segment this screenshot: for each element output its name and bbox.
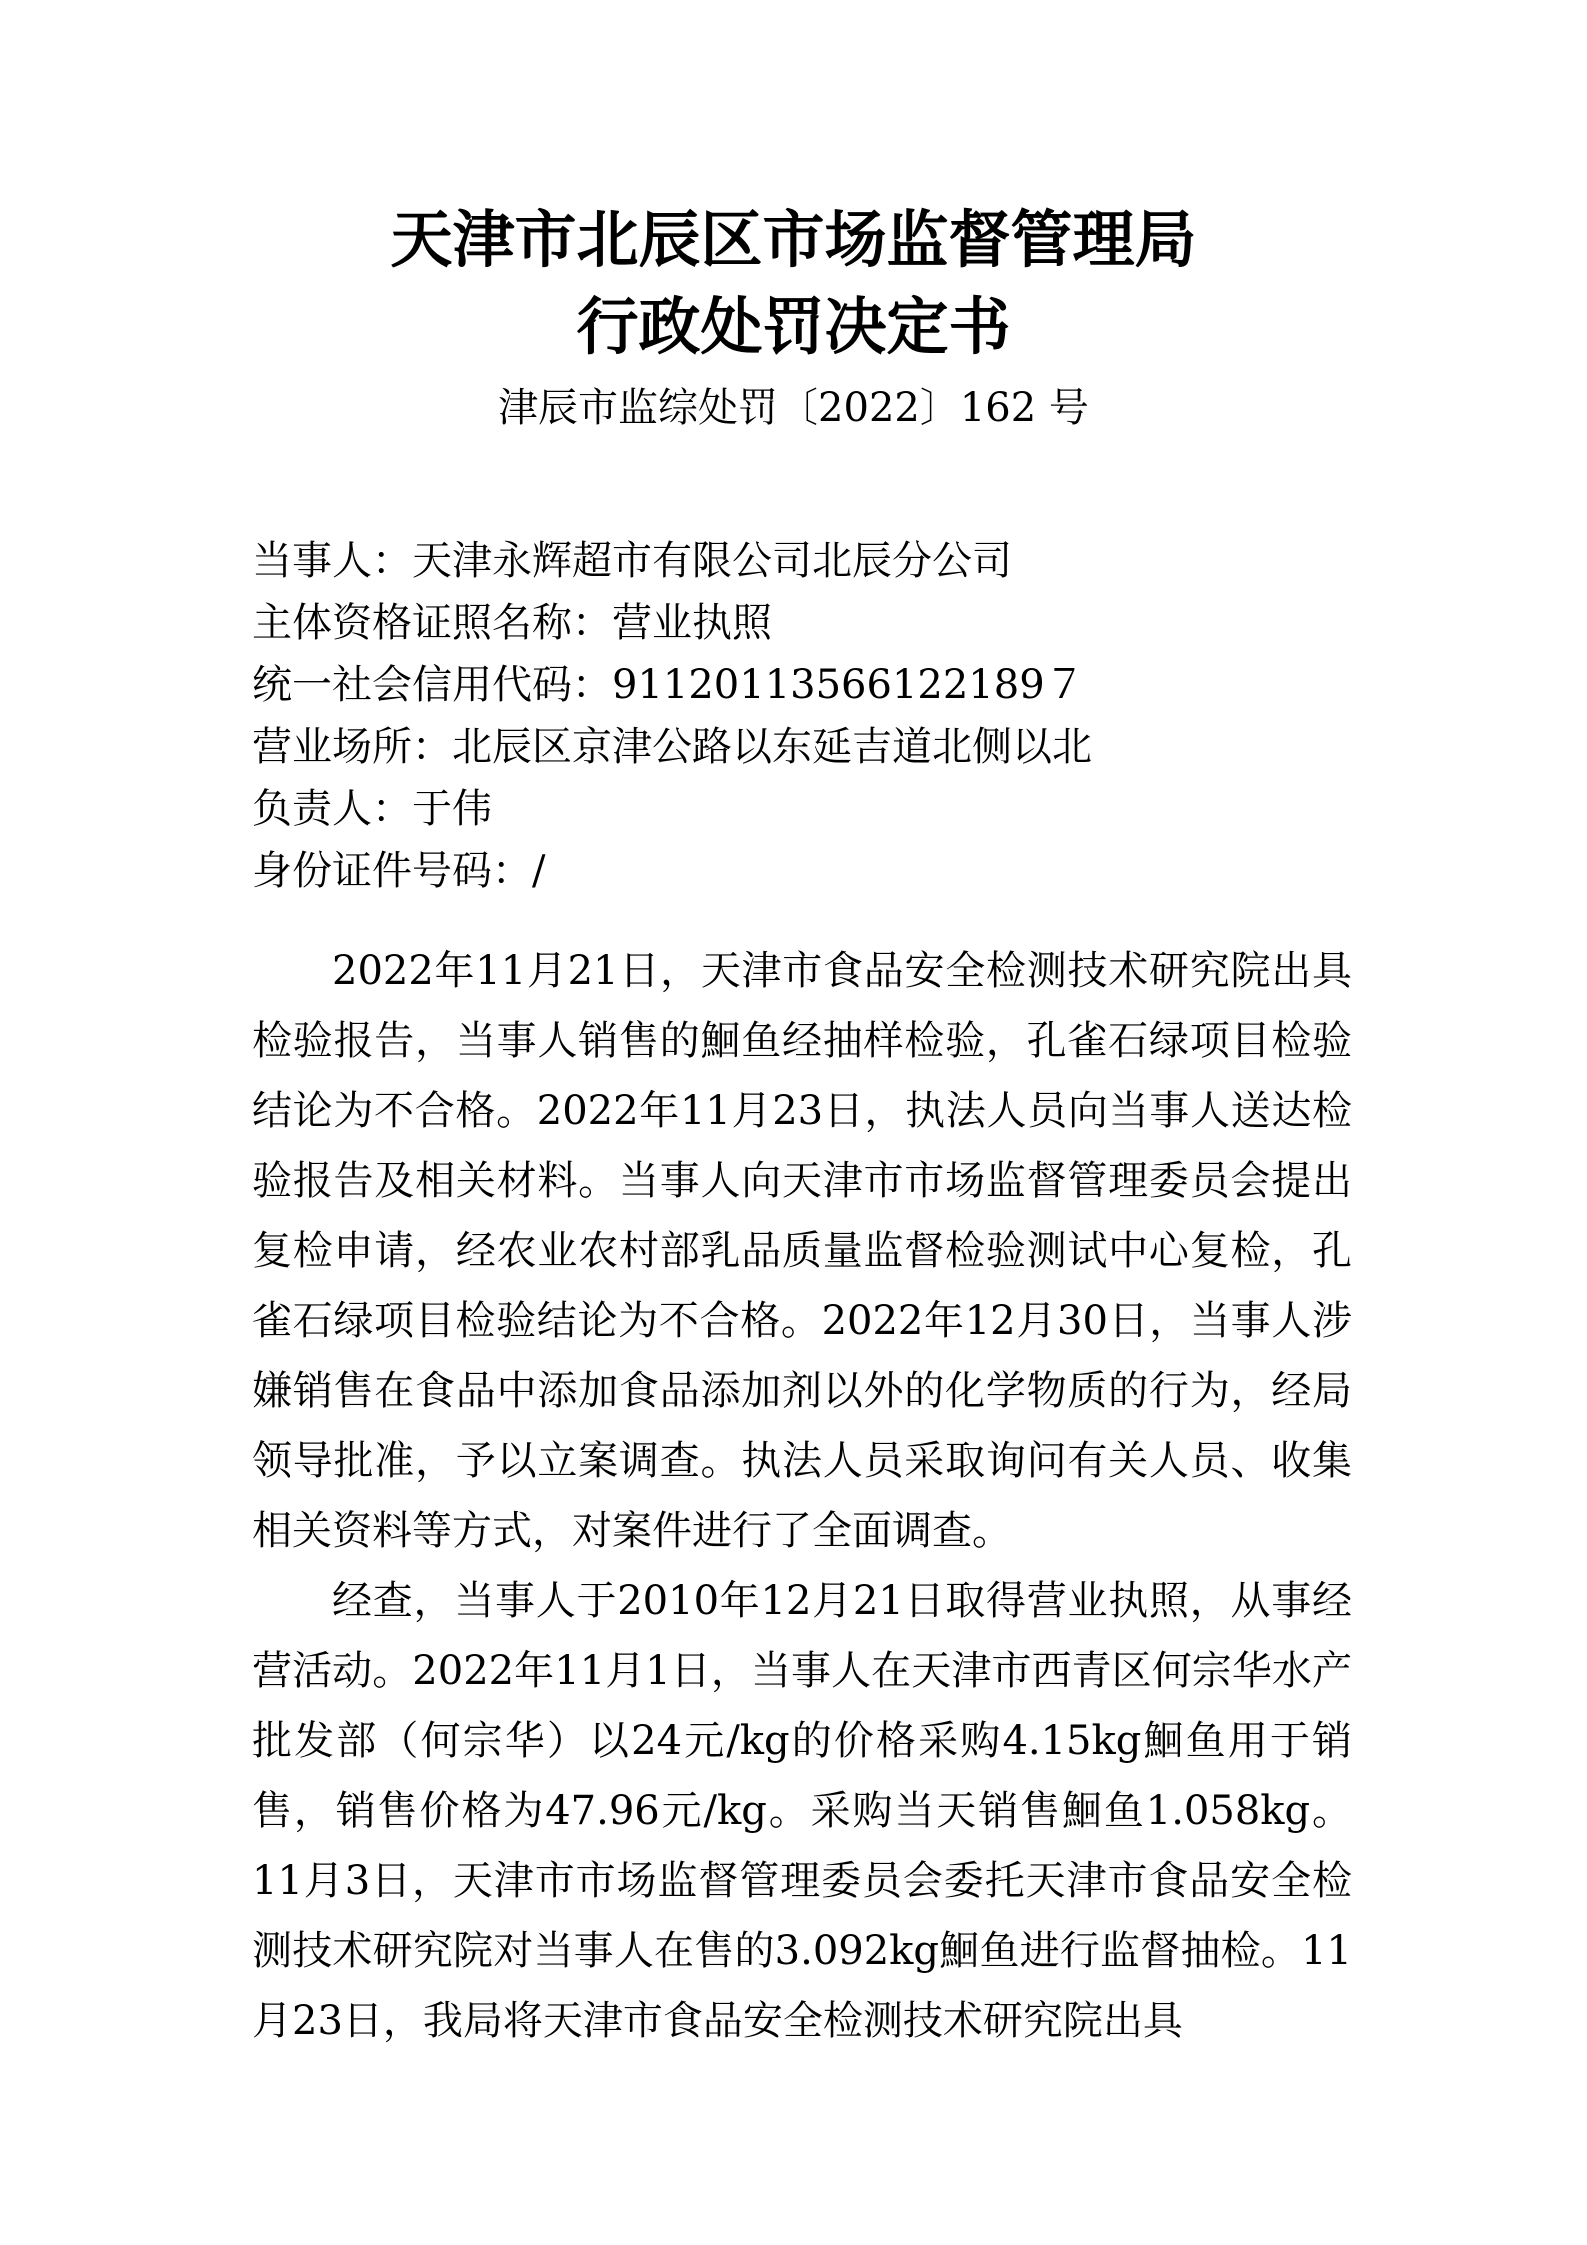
- party-info-item: [252, 592, 1352, 654]
- party-info-item: [252, 530, 1352, 592]
- party-info-value: 于伟: [412, 786, 492, 832]
- party-info-label: 身份证件号码：: [252, 848, 532, 894]
- party-info-value: 91120113566122189７: [612, 662, 1085, 708]
- party-info-item: [252, 840, 1352, 902]
- party-info-value: 北辰区京津公路以东延吉道北侧以北: [452, 724, 1092, 770]
- party-info-item: [252, 716, 1352, 778]
- document-number: 津辰市监综处罚〔2022〕162 号: [498, 385, 1089, 431]
- party-info-label: 统一社会信用代码：: [252, 662, 612, 708]
- party-info-list: [252, 530, 1352, 902]
- party-info-value: /: [532, 848, 546, 894]
- party-info-item: [252, 654, 1352, 716]
- party-info-item: [252, 778, 1352, 840]
- document-title-line2: 行政处罚决定书: [576, 290, 1011, 363]
- party-info-label: 当事人：: [252, 538, 412, 584]
- party-info-value: 营业执照: [612, 600, 772, 646]
- party-info-label: 负责人：: [252, 786, 412, 832]
- document-title-line1: 天津市北辰区市场监督管理局: [390, 203, 1197, 276]
- party-info-value: 天津永辉超市有限公司北辰分公司: [412, 538, 1012, 584]
- body-paragraph-1: 2022年11月21日，天津市食品安全检测技术研究院出具检验报告，当事人销售的鮰鱼经抽样检验，孔雀石绿项目检验结论为不合格。2022年11月23日，执法人员向当事人送达检验报告及相关材料。当事人向天津市市场监督管理委员会提出复检申请，经农业农村部乳品质量监督检验测试中心复检，孔雀石绿项目检验结论为不合格。2022年12月30日，当事人涉嫌销售在食品中添加食品添加剂以外的化学物质的行为，经局领导批准，予以立案调查。执法人员采取询问有关人员、收集相关资料等方式，对案件进行了全面调查。: [252, 948, 1352, 1554]
- decision-body: [252, 936, 1352, 2056]
- party-info-label: 营业场所：: [252, 724, 452, 770]
- party-info-label: 主体资格证照名称：: [252, 600, 612, 646]
- body-paragraph-2: 经查，当事人于2010年12月21日取得营业执照，从事经营活动。2022年11月1日，当事人在天津市西青区何宗华水产批发部（何宗华）以24元/kg的价格采购4.15kg鮰鱼用于销售，销售价格为47.96元/kg。采购当天销售鮰鱼1.058kg。11月3日，天津市市场监督管理委员会委托天津市食品安全检测技术研究院对当事人在售的3.092kg鮰鱼进行监督抽检。11月23日，我局将天津市食品安全检测技术研究院出具: [252, 1578, 1352, 2044]
